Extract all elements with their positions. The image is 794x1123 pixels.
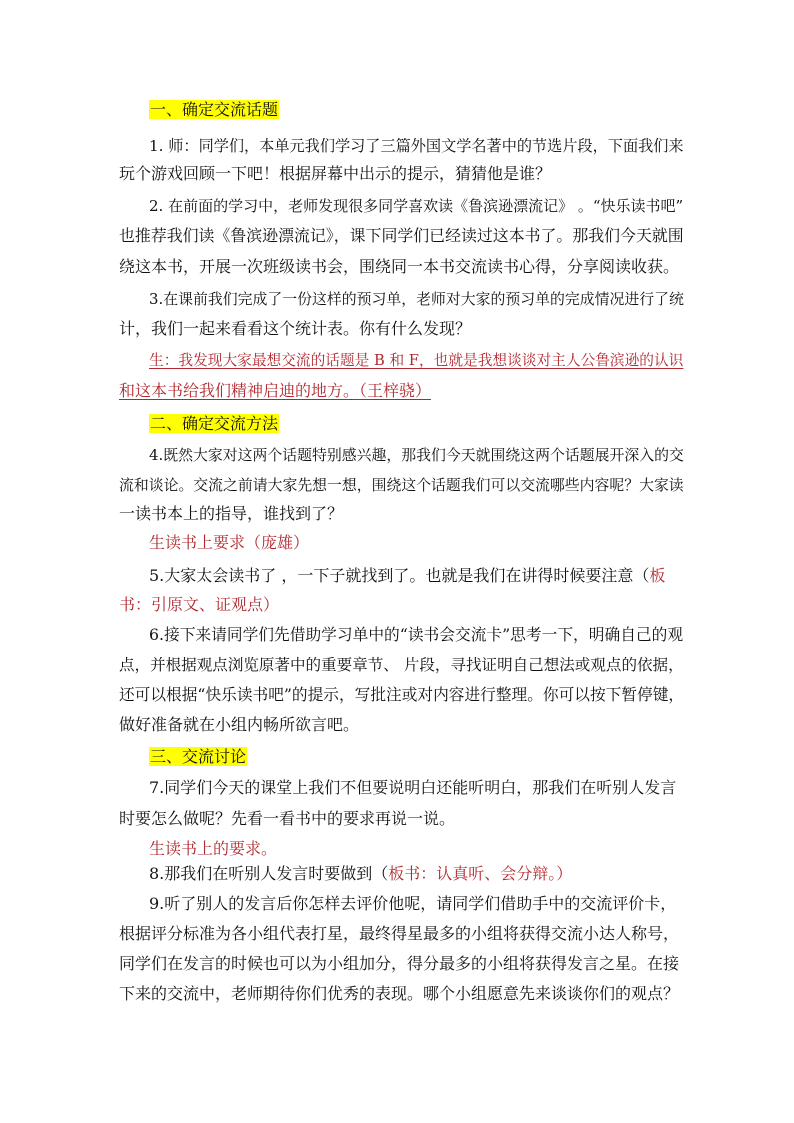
paragraph-line: 也推荐我们读《鲁滨逊漂流记》，课下同学们已经读过这本书了。那我们今天就围: [119, 226, 684, 245]
paragraph-line: 玩个游戏回顾一下吧！根据屏幕中出示的提示，猜猜他是谁？: [119, 164, 552, 183]
paragraph-line: 还可以根据“快乐读书吧”的提示，写批注或对内容进行整理。你可以按下暂停键，: [119, 685, 685, 704]
student-answer-line: 和这本书给我们精神启迪的地方。（王梓骁）: [119, 381, 432, 400]
paragraph-line: 7.同学们今天的课堂上我们不但要说明白还能听明白，那我们在听别人发言: [149, 778, 677, 797]
paragraph-line: 做好准备就在小组内畅所欲言吧。: [119, 715, 360, 734]
paragraph-line: 点，并根据观点浏览原著中的重要章节、 片段，寻找证明自己想法或观点的依据，: [119, 656, 684, 674]
paragraph-line: 时要怎么做呢？先看一看书中的要求再说一说。: [119, 809, 456, 828]
paragraph-line: 1. 师：同学们，本单元我们学习了三篇外国文学名著中的节选片段，下面我们来: [149, 137, 684, 155]
student-answer-line: 生读书上的要求。: [149, 839, 278, 858]
section-heading-3: 三、交流讨论: [150, 747, 247, 766]
paragraph-line: 下来的交流中，老师期待你们优秀的表现。哪个小组愿意先来谈谈你们的观点？: [119, 984, 680, 1003]
paragraph-line: 一读书本上的指导，谁找到了？: [119, 504, 344, 523]
paragraph-line: 计，我们一起来看看这个统计表。你有什么发现？: [119, 319, 472, 338]
paragraph-line: 8.那我们在听别人发言时要做到（板书：认真听、会分辩。）: [149, 864, 573, 883]
student-answer-line: 生：我发现大家最想交流的话题是 B 和 F，也就是我想谈谈对主人公鲁滨逊的认识: [149, 352, 684, 369]
board-note-line: 书：引原文、证观点）: [119, 595, 280, 614]
section-heading-1: 一、确定交流话题: [150, 100, 279, 119]
paragraph-line: 流和谈论。交流之前请大家先想一想，围绕这个话题我们可以交流哪些内容呢？大家读: [119, 476, 684, 494]
paragraph-line: 3.在课前我们完成了一份这样的预习单，老师对大家的预习单的完成情况进行了统: [149, 290, 684, 308]
paragraph-line: 4.既然大家对这两个话题特别感兴趣，那我们今天就围绕这两个话题展开深入的交: [149, 446, 684, 464]
paragraph-line: 9.听了别人的发言后你怎样去评价他呢，请同学们借助手中的交流评价卡，: [149, 894, 677, 913]
paragraph-line: 根据评分标准为各小组代表打星，最终得星最多的小组将获得交流小达人称号，: [119, 924, 680, 943]
paragraph-line: 2. 在前面的学习中，老师发现很多同学喜欢读《鲁滨逊漂流记》 。“快乐读书吧”: [149, 197, 684, 215]
paragraph-line: 5.大家太会读书了 ，一下子就找到了。也就是我们在讲得时候要注意（板: [149, 566, 666, 585]
section-heading-2: 二、确定交流方法: [150, 414, 279, 433]
paragraph-line: 6.接下来请同学们先借助学习单中的“读书会交流卡”思考一下，明确自己的观: [149, 625, 684, 644]
student-answer-line: 生读书上要求（庞雄）: [149, 533, 310, 552]
paragraph-line: 同学们在发言的时候也可以为小组加分，得分最多的小组将获得发言之星。在接: [119, 954, 680, 973]
paragraph-line: 绕这本书，开展一次班级读书会，围绕同一本书交流读书心得，分享阅读收获。: [119, 257, 680, 276]
